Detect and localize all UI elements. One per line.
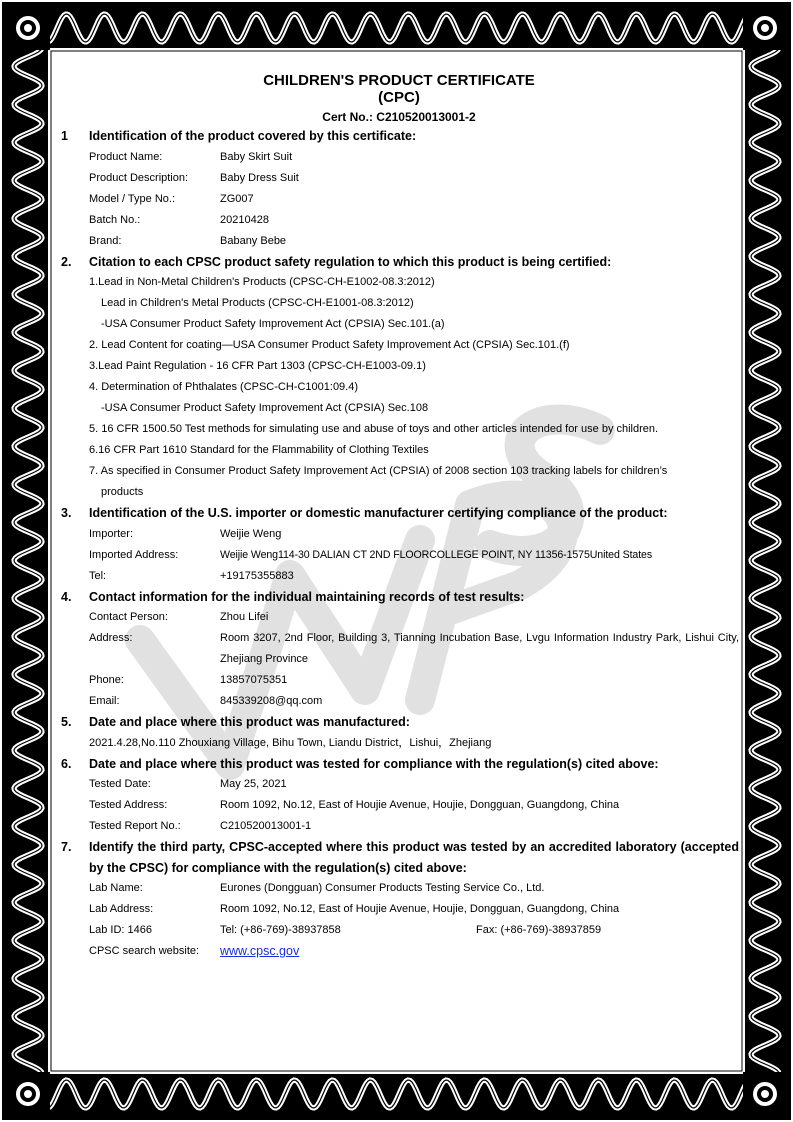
tested-address-row xyxy=(53,795,745,816)
regulation-line: 3.Lead Paint Regulation - 16 CFR Part 1303 (CPSC-CH-E1003-09.1) xyxy=(89,360,426,372)
regulation-line: 5. 16 CFR 1500.50 Test methods for simulating use and abuse of toys and other articles intended for use by children. xyxy=(89,423,659,435)
field-label: Batch No.: xyxy=(89,213,141,226)
regulation-line: 7. As specified in Consumer Product Safety Improvement Act (CPSIA) of 2008 section 103 tracking labels for children’s xyxy=(89,465,668,477)
lab-id-row xyxy=(53,920,745,941)
regulation-line: 2. Lead Content for coating—USA Consumer Product Safety Improvement Act (CPSIA) Sec.101.(f) xyxy=(89,339,570,351)
section-number: 6. xyxy=(61,756,72,771)
tel-row xyxy=(53,566,745,587)
section-number: 2. xyxy=(61,254,72,269)
field-value: Weijie Weng114-30 DALIAN CT 2ND FLOORCOLLEGE POINT, NY 11356-1575United States xyxy=(220,548,653,561)
lab-name-row xyxy=(53,878,745,899)
product-description-row xyxy=(53,168,745,189)
field-value: Babany Bebe xyxy=(220,234,287,247)
section-number: 3. xyxy=(61,506,72,520)
regulation-line: 4. Determination of Phthalates (CPSC-CH-C1001:09.4) xyxy=(89,381,359,393)
field-value: Baby Dress Suit xyxy=(220,171,299,184)
manufacture-info: 2021.4.28,No.110 Zhouxiang Village, Bihu Town, Liandu District，Lishui，Zhejiang xyxy=(89,736,492,749)
certificate-subtitle: (CPC) xyxy=(378,89,420,106)
batch-row xyxy=(53,210,745,231)
field-value: +19175355883 xyxy=(220,569,294,582)
section-number: 4. xyxy=(61,589,72,604)
section-number: 1 xyxy=(61,129,68,143)
section-1-heading xyxy=(53,126,745,147)
regulation-line: Lead in Children's Metal Products (CPSC-CH-E1001-08.3:2012) xyxy=(101,297,414,309)
field-label: Importer: xyxy=(89,527,134,540)
certificate-body xyxy=(53,62,745,1072)
phone-row xyxy=(53,670,745,691)
field-label: Product Name: xyxy=(89,150,163,163)
contact-person-row xyxy=(53,607,745,628)
regulation-line: -USA Consumer Product Safety Improvement Act (CPSIA) Sec.108 xyxy=(101,402,429,414)
field-value: Room 3207, 2nd Floor, Building 3, Tianning Incubation Base, Lvgu Information Industry Park, Lishui City, Zhejiang Province xyxy=(220,632,739,665)
field-label: Address: xyxy=(89,632,133,644)
lab-id: Lab ID: 1466 xyxy=(89,924,152,936)
section-title: Identification of the product covered by this certificate: xyxy=(89,129,417,143)
section-7-heading xyxy=(53,837,745,878)
field-label: Lab Name: xyxy=(89,882,143,894)
field-label: Product Description: xyxy=(89,171,189,184)
regulation-line: 6.16 CFR Part 1610 Standard for the Flammability of Clothing Textiles xyxy=(89,444,429,456)
section-title: Citation to each CPSC product safety regulation to which this product is being certified: xyxy=(89,254,612,269)
lab-address-row xyxy=(53,899,745,920)
regulation-line: products xyxy=(101,486,144,498)
tested-date-row xyxy=(53,774,745,795)
brand-row xyxy=(53,231,745,252)
field-label: Brand: xyxy=(89,234,122,247)
field-value: ZG007 xyxy=(220,192,254,205)
field-value: Room 1092, No.12, East of Houjie Avenue, Houjie, Dongguan, Guangdong, China xyxy=(220,903,620,915)
field-value: Room 1092, No.12, East of Houjie Avenue, Houjie, Dongguan, Guangdong, China xyxy=(220,799,620,811)
field-label: Tested Report No.: xyxy=(89,820,181,832)
field-label: Lab Address: xyxy=(89,903,154,915)
section-5-heading xyxy=(53,712,745,733)
section-title: Identification of the U.S. importer or domestic manufacturer certifying compliance of the product: xyxy=(89,506,668,520)
section-number: 5. xyxy=(61,715,72,729)
certificate-title: CHILDREN'S PRODUCT CERTIFICATE xyxy=(263,72,535,89)
field-label: Email: xyxy=(89,695,120,707)
section-6-heading xyxy=(53,754,745,775)
section-number: 7. xyxy=(61,840,72,854)
field-label: Contact Person: xyxy=(89,611,168,623)
field-value: 13857075351 xyxy=(220,674,288,686)
email-row xyxy=(53,691,745,712)
section-title: Contact information for the individual maintaining records of test results: xyxy=(89,589,525,604)
field-value: Zhou Lifei xyxy=(220,611,269,623)
field-label: Tested Date: xyxy=(89,778,151,790)
cert-number: Cert No.: C210520013001-2 xyxy=(322,110,476,124)
section-title: Date and place where this product was tested for compliance with the regulation(s) cited above: xyxy=(89,756,659,771)
field-label: Imported Address: xyxy=(89,548,179,561)
field-label: Phone: xyxy=(89,674,124,686)
lab-tel: Tel: (+86-769)-38937858 xyxy=(220,924,341,936)
model-row xyxy=(53,189,745,210)
imported-address-row xyxy=(53,545,745,566)
field-value: Baby Skirt Suit xyxy=(220,150,293,163)
section-2-heading xyxy=(53,252,745,273)
lab-fax: Fax: (+86-769)-38937859 xyxy=(476,924,602,936)
field-value: May 25, 2021 xyxy=(220,778,287,790)
section-title: Date and place where this product was manufactured: xyxy=(89,715,410,729)
importer-row xyxy=(53,524,745,545)
field-label: Model / Type No.: xyxy=(89,192,176,205)
field-label: CPSC search website: xyxy=(89,945,200,957)
tested-report-row xyxy=(53,816,745,837)
field-value: Weijie Weng xyxy=(220,527,282,540)
field-value: 20210428 xyxy=(220,213,269,226)
address-row xyxy=(53,628,745,670)
field-label: Tested Address: xyxy=(89,799,168,811)
section-4-heading xyxy=(53,587,745,608)
field-value: C210520013001-1 xyxy=(220,820,312,832)
section-title: Identify the third party, CPSC-accepted where this product was tested by an accredited laboratory (accepted by the CPSC) for compliance with the regulation(s) cited above: xyxy=(89,840,739,875)
field-value: 845339208@qq.com xyxy=(220,695,323,707)
regulation-line: -USA Consumer Product Safety Improvement Act (CPSIA) Sec.101.(a) xyxy=(101,318,445,330)
product-name-row xyxy=(53,147,745,168)
section-3-heading xyxy=(53,503,745,524)
cpsc-website-link[interactable]: www.cpsc.gov xyxy=(220,944,300,958)
field-value: Eurones (Dongguan) Consumer Products Testing Service Co., Ltd. xyxy=(220,882,545,894)
field-label: Tel: xyxy=(89,569,107,582)
cpsc-search-row xyxy=(53,941,745,962)
regulation-line: 1.Lead in Non-Metal Children's Products (CPSC-CH-E1002-08.3:2012) xyxy=(89,276,435,288)
